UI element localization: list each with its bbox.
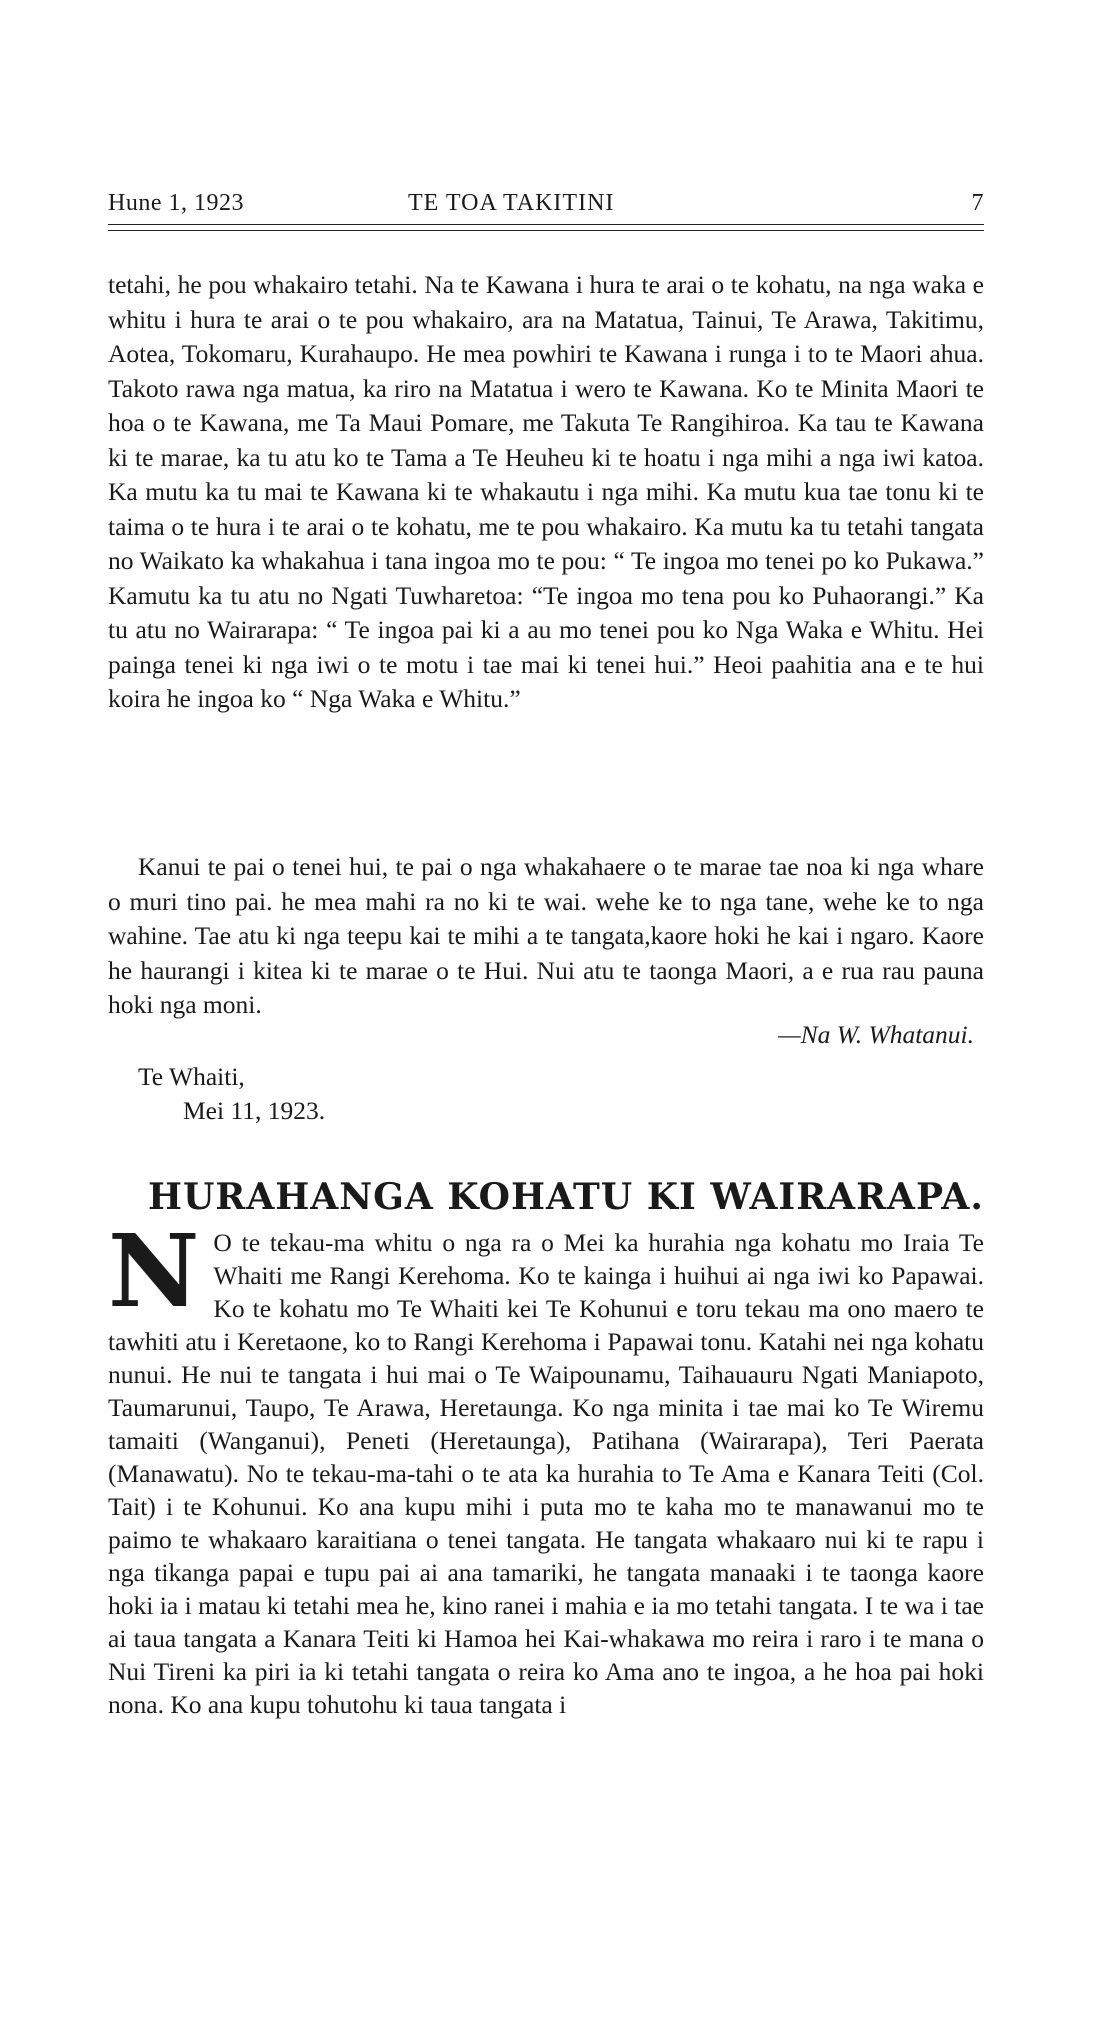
running-header [108, 190, 984, 220]
drop-cap: N [108, 1212, 200, 1330]
header-rule-top [108, 224, 984, 225]
dateline-place: Te Whaiti, [138, 1062, 245, 1091]
paragraph-2 [108, 850, 984, 1023]
author-signature: —Na W. Whatanui. [778, 1020, 974, 1049]
header-rule-bottom [108, 230, 984, 231]
publication-title: TE TOA TAKITINI [408, 190, 615, 216]
article-body [108, 1212, 984, 1721]
paragraph-1-text: tetahi, he pou whakairo tetahi. Na te Kawana i hura te arai o te kohatu, na nga waka e whitu i hura te arai o te pou whakairo, ara na Matatua, Tainui, Te Arawa, Takitimu, Aotea, Tokomaru, Kurahaupo. He mea powhiri te Kawana i runga i to te Maori ahua. Takoto rawa nga matua, ka riro na Matatua i wero te Kawana. Ko te Minita Maori te hoa o te Kawana, me Ta Maui Pomare, me Takuta Te Rangihiroa. Ka tau te Kawana ki te marae, ka tu atu ko te Tama a Te Heuheu ki te hoatu i nga mihi a nga iwi katoa. Ka mutu ka tu mai te Kawana ki te whakautu i nga mihi. Ka mutu kua tae tonu ki te taima o te hura i te arai o te kohatu, me te pou whakairo. Ka mutu ka tu tetahi tangata no Waikato ka whakahua i tana ingoa mo te pou: “ Te ingoa mo tenei po ko Pukawa.” Kamutu ka tu atu no Ngati Tuwharetoa: “Te ingoa mo tena pou ko Puhaorangi.” Ka tu atu no Wairarapa: “ Te ingoa pai ki a au mo tenei pou ko Nga Waka e Whitu. Hei painga tenei ki nga iwi o te motu i tae mai ki tenei hui.” Heoi paahitia ana e te hui koira he ingoa ko “ Nga Waka e Whitu.” [108, 270, 984, 713]
dateline [138, 1060, 325, 1128]
article-headline: HURAHANGA KOHATU KI WAIRARAPA. [148, 1176, 984, 1218]
article-text: O te tekau-ma whitu o nga ra o Mei ka hurahia nga kohatu mo Iraia Te Whaiti me Rangi Kerehoma. Ko te kainga i huihui ai nga iwi ko Papawai. Ko te kohatu mo Te Whaiti kei Te Kohunui e toru tekau ma ono maero te tawhiti atu i Keretaone, ko to Rangi Kerehoma i Papawai tonu. Katahi nei nga kohatu nunui. He nui te tangata i hui mai o Te Waipounamu, Taihauauru Ngati Maniapoto, Taumarunui, Taupo, Te Arawa, Heretaunga. Ko nga minita i tae mai ko Te Wiremu tamaiti (Wanganui), Peneti (Heretaunga), Patihana (Wairarapa), Teri Paerata (Manawatu). No te tekau-ma-tahi o te ata ka hurahia to Te Ama e Kanara Teiti (Col. Tait) i te Kohunui. Ko ana kupu mihi i puta mo te kaha mo te manawanui mo te paimo te whakaaro karaitiana o tenei tangata. He tangata whakaaro nui ki te rapu i nga tikanga papai e tupu pai ai ana tamariki, he tangata manaaki i te taonga kaore hoki ia i matau ki tetahi mea he, kino ranei i mahia e ia mo tetahi tangata. I te wa i tae ai taua tangata a Kanara Teiti ki Hamoa hei Kai-whakawa mo reira i raro i te mana o Nui Tireni ka piri ia ki tetahi tangata o reira ko Ama ano te ingoa, a he hoa pai hoki nona. Ko ana kupu tohutohu ki taua tangata i [108, 1228, 984, 1719]
dateline-date: Mei 11, 1923. [183, 1096, 326, 1125]
issue-date: Hune 1, 1923 [108, 190, 244, 216]
paragraph-continued [108, 268, 984, 717]
page-number: 7 [971, 190, 984, 216]
paragraph-2-text: Kanui te pai o tenei hui, te pai o nga whakahaere o te marae tae noa ki nga whare o muri tino pai. he mea mahi ra no ki te wai. wehe ke to nga tane, wehe ke to nga wahine. Tae atu ki nga teepu kai te mihi a te tangata,kaore hoki he kai i ngaro. Kaore he haurangi i kitea ki te marae o te Hui. Nui atu te taonga Maori, a e rua rau pauna hoki nga moni. [108, 852, 984, 1019]
